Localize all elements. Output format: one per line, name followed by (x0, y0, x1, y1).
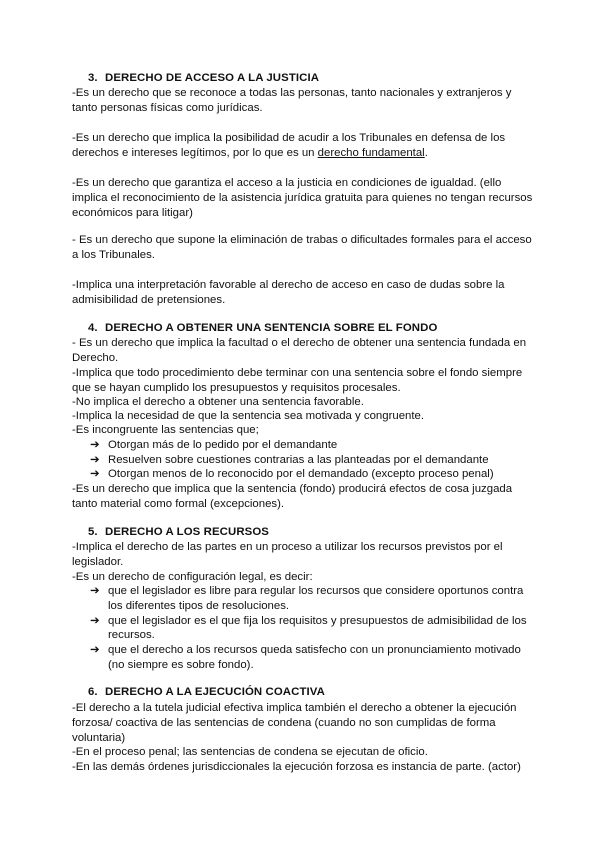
paragraph-line: legislador. (72, 556, 124, 568)
paragraph-line: a los Tribunales. (72, 249, 155, 261)
section-5-heading (88, 526, 269, 538)
bullet-text: que el legislador es el que fija los requisitos y presupuestos de admisibilidad de los (108, 615, 527, 627)
paragraph-line: -Es un derecho que se reconoce a todas las personas, tanto nacionales y extranjeros y (72, 87, 512, 99)
section-number: 4. (88, 322, 98, 334)
paragraph-line: -Implica que todo procedimiento debe terminar con una sentencia sobre el fondo siempre (72, 367, 523, 379)
bullet-text: que el derecho a los recursos queda satisfecho con un pronunciamiento motivado (108, 644, 521, 656)
paragraph-line: -Implica una interpretación favorable al derecho de acceso en caso de dudas sobre la (72, 279, 505, 291)
paragraph-line: -Implica el derecho de las partes en un proceso a utilizar los recursos previstos por el (72, 541, 503, 553)
paragraph-line: económicos para litigar) (72, 207, 193, 219)
paragraph-line: -En las demás órdenes jurisdiccionales la ejecución forzosa es instancia de parte. (actor) (72, 761, 521, 773)
bullet-text: Otorgan menos de lo reconocido por el demandado (excepto proceso penal) (108, 468, 494, 480)
paragraph-line: -Es un derecho de configuración legal, es decir: (72, 571, 313, 583)
paragraph-line: -El derecho a la tutela judicial efectiva implica también el derecho a obtener la ejecución (72, 702, 517, 714)
section-3-heading (88, 72, 319, 84)
section-number: 3. (88, 72, 98, 84)
paragraph-line: -No implica el derecho a obtener una sentencia favorable. (72, 396, 364, 408)
section-6-heading (88, 686, 325, 698)
bullet-continuation: recursos. (108, 629, 155, 641)
arrow-icon: ➔ (90, 644, 100, 656)
paragraph-line: tanto material como formal (excepciones). (72, 498, 285, 510)
bullet-item (90, 643, 521, 657)
bullet-item (90, 614, 527, 628)
bullet-continuation: los diferentes tipos de resoluciones. (108, 600, 290, 612)
text-segment: derechos e intereses legítimos, por lo que es un (72, 147, 318, 159)
paragraph-line: -Es incongruente las sentencias que; (72, 424, 259, 436)
paragraph-line: Derecho. (72, 352, 119, 364)
paragraph-line: voluntaria) (72, 732, 126, 744)
arrow-icon: ➔ (90, 585, 100, 597)
section-4-heading (88, 322, 437, 334)
bullet-continuation: (no siempre es sobre fondo). (108, 659, 254, 671)
bullet-item (90, 467, 494, 481)
bullet-item (90, 453, 489, 467)
paragraph-line: - Es un derecho que implica la facultad o el derecho de obtener una sentencia fundada en (72, 337, 527, 349)
paragraph-line: -Es un derecho que garantiza el acceso a la justicia en condiciones de igualdad. (ello (72, 177, 502, 189)
paragraph-line: -Es un derecho que implica que la sentencia (fondo) producirá efectos de cosa juzgada (72, 483, 513, 495)
paragraph-line: forzosa/ coactiva de las sentencias de condena (cuando no son cumplidas de forma (72, 717, 496, 729)
paragraph-line: que se hayan cumplido los presupuestos y requisitos procesales. (72, 382, 401, 394)
section-number: 6. (88, 686, 98, 698)
paragraph-line: -En el proceso penal; las sentencias de condena se ejecutan de oficio. (72, 746, 428, 758)
arrow-icon: ➔ (90, 454, 100, 466)
paragraph-line: -Implica la necesidad de que la sentencia sea motivada y congruente. (72, 410, 425, 422)
bullet-text: Otorgan más de lo pedido por el demandante (108, 439, 338, 451)
section-title: DERECHO DE ACCESO A LA JUSTICIA (105, 72, 320, 84)
bullet-text: que el legislador es libre para regular los recursos que considere oportunos contra (108, 585, 524, 597)
derecho-fundamental-link[interactable]: derecho fundamental (317, 147, 425, 159)
arrow-icon: ➔ (90, 615, 100, 627)
paragraph-line (72, 146, 428, 160)
section-title: DERECHO A LOS RECURSOS (105, 526, 270, 538)
paragraph-line: admisibilidad de pretensiones. (72, 294, 226, 306)
section-title: DERECHO A OBTENER UNA SENTENCIA SOBRE EL FONDO (105, 322, 438, 334)
arrow-icon: ➔ (90, 468, 100, 480)
paragraph-line: tanto personas físicas como jurídicas. (72, 102, 263, 114)
paragraph-line: implica el reconocimiento de la asistencia jurídica gratuita para quienes no tengan recursos (72, 192, 533, 204)
text-segment: . (424, 147, 428, 159)
bullet-item (90, 584, 523, 598)
arrow-icon: ➔ (90, 439, 100, 451)
paragraph-line: - Es un derecho que supone la eliminación de trabas o dificultades formales para el acceso (72, 234, 532, 246)
bullet-text: Resuelven sobre cuestiones contrarias a las planteadas por el demandante (108, 454, 489, 466)
section-number: 5. (88, 526, 98, 538)
paragraph-line: -Es un derecho que implica la posibilidad de acudir a los Tribunales en defensa de los (72, 132, 506, 144)
bullet-item (90, 438, 337, 452)
section-title: DERECHO A LA EJECUCIÓN COACTIVA (105, 686, 325, 698)
